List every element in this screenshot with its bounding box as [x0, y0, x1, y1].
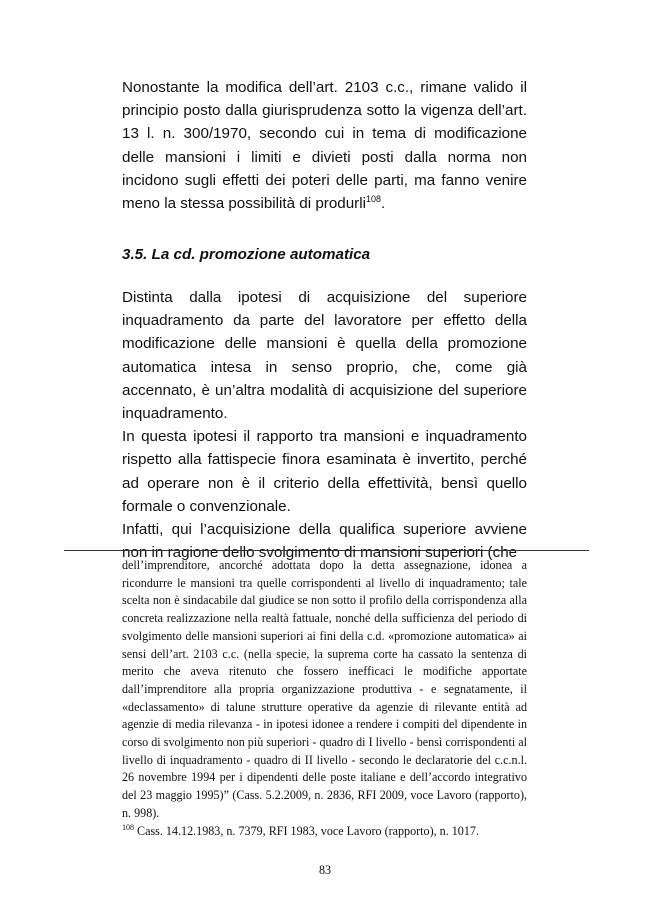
section-heading: 3.5. La cd. promozione automatica [122, 246, 371, 263]
body-paragraph-1 [122, 76, 527, 215]
body-paragraph-3: In questa ipotesi il rapporto tra mansioni e inquadramento rispetto alla fattispecie finora esaminata è invertito, perché ad operare non è il criterio della effettività, bensì quello formale o convenzionale. [122, 428, 527, 515]
footnote-108-number: 108 [122, 822, 134, 832]
footnote-separator [64, 550, 589, 551]
paragraph-1-text: Nonostante la modifica dell’art. 2103 c.c., rimane valido il principio posto dalla giurisprudenza sotto la vigenza dell’art. 13 l. n. 300/1970, secondo cui in tema di modificazione delle mansioni i limiti e divieti posti dalla norma non incidono sugli effetti dei poteri delle parti, ma fanno venire meno la stessa possibilità di produrli [122, 79, 527, 213]
footnote-108 [122, 823, 527, 841]
body-paragraph-4: Infatti, qui l’acquisizione della qualifica superiore avviene non in ragione dello svolgimento di mansioni superiori (che [122, 521, 527, 562]
body-paragraph-2: Distinta dalla ipotesi di acquisizione del superiore inquadramento da parte del lavoratore per effetto della modificazione delle mansioni è quella della promozione automatica intesa in senso proprio, che, come già accennato, è un’altra modalità di acquisizione del superiore inquadramento. [122, 289, 527, 423]
footnote-108-text: Cass. 14.12.1983, n. 7379, RFI 1983, voce Lavoro (rapporto), n. 1017. [134, 823, 479, 838]
footnote-continued: dell’imprenditore, ancorché adottata dopo la detta assegnazione, idonea a ricondurre le mansioni tra quelle corrispondenti al livello di inquadramento; tale scelta non è sindacabile dal giudice se non sotto il profilo della corrispondenza alla concreta realizzazione nella realtà fattuale, nonché della sufficienza del periodo di svolgimento delle mansioni superiori ai fini della c.d. «promozione automatica» ai sensi dell’art. 2103 c.c. (nella specie, la suprema corte ha cassato la sentenza di merito che aveva ritenuto che fossero inefficaci le modifiche apportate dall’imprenditore alla propria organizzazione produttiva - e segnatamente, il «declassamento» di talune strutture operative da agenzie di rilevante entità ad agenzie di media rilevanza - in ipotesi idonee a rendere i compiti del dipendente in corso di svolgimento non più superiori - quadro di I livello - bensì corrispondenti al livello di inquadramento - quadro di II livello - secondo le declaratorie del c.c.n.l. 26 novembre 1994 per i dipendenti delle poste italiane e dell’accordo integrativo del 23 maggio 1995)” (Cass. 5.2.2009, n. 2836, RFI 2009, voce Lavoro (rapporto), n. 998). [122, 558, 527, 820]
body-section-text [122, 286, 527, 564]
paragraph-1-end: . [381, 195, 386, 213]
footnote-ref-108[interactable]: 108 [365, 193, 381, 204]
footnotes [122, 557, 527, 840]
page-number: 83 [318, 863, 332, 877]
